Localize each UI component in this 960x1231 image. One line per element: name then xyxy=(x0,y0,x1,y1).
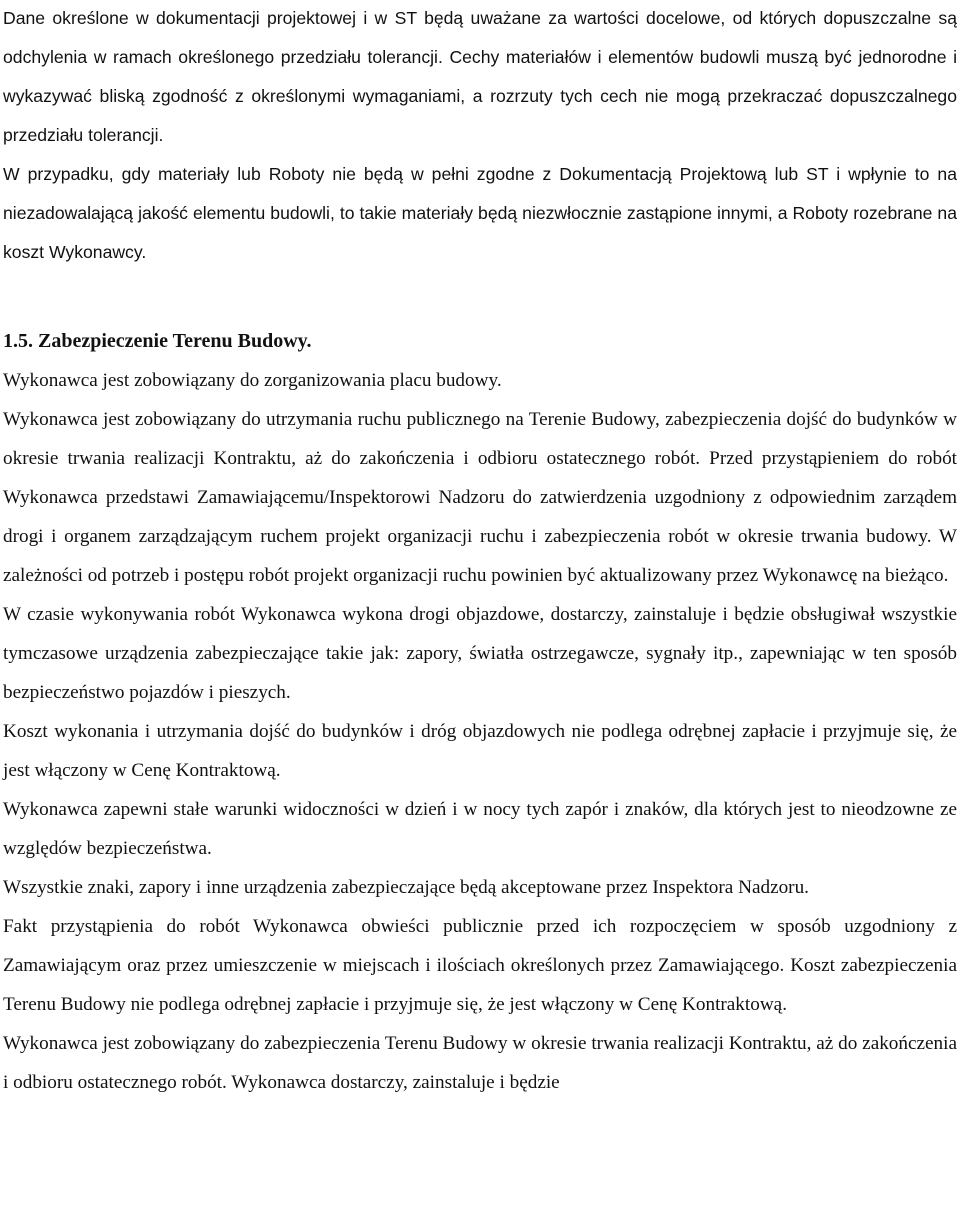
paragraph-tolerance: Dane określone w dokumentacji projektowej i w ST będą uważane za wartości docelowe, od których dopuszczalne są odchylenia w ramach określonego przedziału tolerancji. Cechy materiałów i elementów budowli muszą być jednorodne i wykazywać bliską zgodność z określonymi wymaganiami, a rozrzuty tych cech nie mogą przekraczać dopuszczalnego przedziału tolerancji. xyxy=(3,8,957,145)
paragraph-site-protection: Wykonawca jest zobowiązany do zabezpieczenia Terenu Budowy w okresie trwania realizacji Kontraktu, aż do zakończenia i odbioru ostatecznego robót. Wykonawca dostarczy, zainstaluje i będzie xyxy=(3,1033,957,1093)
section-heading: 1.5. Zabezpieczenie Terenu Budowy. xyxy=(3,330,312,352)
paragraph-temporary-detours: W czasie wykonywania robót Wykonawca wykona drogi objazdowe, dostarczy, zainstaluje i będzie obsługiwał wszystkie tymczasowe urządzenia zabezpieczające takie jak: zapory, światła ostrzegawcze, sygnały itp., zapewniając w ten sposób bezpieczeństwo pojazdów i pieszych. xyxy=(3,604,957,703)
paragraph-nonconforming-materials: W przypadku, gdy materiały lub Roboty nie będą w pełni zgodne z Dokumentacją Projektową lub ST i wpłynie to na niezadowalającą jakość elementu budowli, to takie materiały będą niezwłocznie zastąpione innymi, a Roboty rozebrane na koszt Wykonawcy. xyxy=(3,164,957,262)
intro-section xyxy=(3,0,957,272)
paragraph-detour-costs: Koszt wykonania i utrzymania dojść do budynków i dróg objazdowych nie podlega odrębnej zapłacie i przyjmuje się, że jest włączony w Cenę Kontraktową. xyxy=(3,721,957,781)
paragraph-site-organization: Wykonawca jest zobowiązany do zorganizowania placu budowy. xyxy=(3,370,502,391)
section-body xyxy=(3,361,957,1102)
paragraph-traffic-maintenance: Wykonawca jest zobowiązany do utrzymania ruchu publicznego na Terenie Budowy, zabezpieczenia dojść do budynków w okresie trwania realizacji Kontraktu, aż do zakończenia i odbioru ostatecznego robót. Przed przystąpieniem do robót Wykonawca przedstawi Zamawiającemu/Inspektorowi Nadzoru do zatwierdzenia uzgodniony z odpowiednim zarządem drogi i organem zarządzającym ruchem projekt organizacji ruchu i zabezpieczenia robót w okresie trwania budowy. W zależności od potrzeb i postępu robót projekt organizacji ruchu powinien być aktualizowany przez Wykonawcę na bieżąco. xyxy=(3,409,957,586)
paragraph-public-notice: Fakt przystąpienia do robót Wykonawca obwieści publicznie przed ich rozpoczęciem w sposób uzgodniony z Zamawiającym oraz przez umieszczenie w miejscach i ilościach określonych przez Zamawiającego. Koszt zabezpieczenia Terenu Budowy nie podlega odrębnej zapłacie i przyjmuje się, że jest włączony w Cenę Kontraktową. xyxy=(3,916,957,1015)
paragraph-visibility: Wykonawca zapewni stałe warunki widoczności w dzień i w nocy tych zapór i znaków, dla których jest to nieodzowne ze względów bezpieczeństwa. xyxy=(3,799,957,859)
paragraph-sign-acceptance: Wszystkie znaki, zapory i inne urządzenia zabezpieczające będą akceptowane przez Inspektora Nadzoru. xyxy=(3,877,809,898)
